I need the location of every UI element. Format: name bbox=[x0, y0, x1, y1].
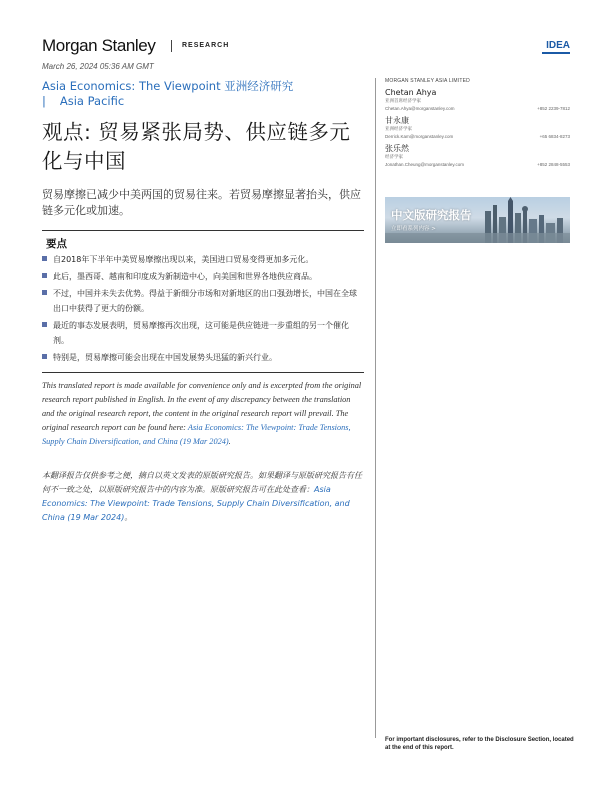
original-report-link[interactable]: Asia Economics: The Viewpoint: Trade Tensions, Supply Chain Diversification, and China (19 Mar 2024) bbox=[42, 423, 351, 446]
chinese-research-banner[interactable] bbox=[385, 197, 570, 243]
analyst-email[interactable]: Derrick.Kam@morganstanley.com bbox=[385, 134, 454, 139]
bullet-square-icon bbox=[42, 354, 47, 359]
series-title bbox=[42, 79, 342, 109]
key-point-text: 自2018年下半年中美贸易摩擦出现以来，美国进口贸易变得更加多元化。 bbox=[53, 255, 314, 264]
research-label: RESEARCH bbox=[182, 42, 230, 49]
key-point bbox=[42, 318, 364, 348]
key-points-bottom-rule bbox=[42, 372, 364, 373]
key-point-text: 此后，墨西哥、越南和印度成为新制造中心，向美国和世界各地供应商品。 bbox=[53, 272, 317, 281]
banner-title: 中文版研究报告 bbox=[391, 208, 472, 222]
bullet-square-icon bbox=[42, 322, 47, 327]
publish-date: March 26, 2024 05:36 AM GMT bbox=[42, 62, 154, 71]
bullet-square-icon bbox=[42, 290, 47, 295]
key-point-text: 最近的事态发展表明，贸易摩擦再次出现，这可能是供应链进一步重组的另一个催化剂。 bbox=[53, 321, 349, 345]
disclosure-note: For important disclosures, refer to the Disclosure Section, located at the end of this report. bbox=[385, 737, 574, 751]
english-disclaimer bbox=[42, 379, 362, 449]
region-label: Asia Pacific bbox=[59, 94, 125, 108]
analyst-phone: +852 2848-5553 bbox=[537, 162, 570, 167]
chinese-disclaimer bbox=[42, 469, 362, 525]
key-points-top-rule bbox=[42, 230, 364, 231]
analyst-contact bbox=[385, 105, 572, 113]
key-point-text: 特别是，贸易摩擦可能会出现在中国发展势头迅猛的新兴行业。 bbox=[53, 353, 277, 362]
key-point bbox=[42, 269, 364, 284]
english-disclaimer-end: . bbox=[228, 437, 231, 446]
analyst-role: 亚洲经济学家 bbox=[385, 127, 412, 132]
key-points-list bbox=[42, 252, 364, 367]
analyst-panel bbox=[385, 78, 572, 172]
english-disclaimer-text: This translated report is made available for convenience only and is excerpted from the original research report published in English. In the event of any discrepancy between the translation and the original research report, the content in the original research report will prevail. The original research report can be found here: bbox=[42, 381, 362, 432]
report-summary: 贸易摩擦已减少中美两国的贸易往来。若贸易摩擦显著抬头，供应链多元化或加速。 bbox=[42, 188, 361, 217]
analyst-name: Chetan Ahya bbox=[385, 88, 437, 97]
analyst-name: 甘永康 bbox=[385, 116, 409, 125]
key-points-heading: 要点 bbox=[46, 238, 67, 250]
report-title: 观点: 贸易紧张局势、供应链多元化与中国 bbox=[42, 120, 351, 173]
analyst-contact bbox=[385, 161, 572, 169]
idea-badge: IDEA bbox=[542, 40, 570, 54]
analyst-phone: +852 2239-7812 bbox=[537, 106, 570, 111]
analyst-role: 亚洲首席经济学家 bbox=[385, 99, 421, 104]
analyst-email[interactable]: Jonathan.Cheung@morganstanley.com bbox=[385, 162, 465, 167]
analyst-contact bbox=[385, 133, 572, 141]
analyst-entry bbox=[385, 144, 572, 169]
series-bar: | bbox=[42, 94, 46, 108]
header-divider bbox=[171, 40, 172, 52]
analyst-phone: +65 6834-8273 bbox=[539, 134, 570, 139]
original-report-link-zh[interactable]: Asia Economics: The Viewpoint: Trade Tensions, Supply Chain Diversification, and China (19 Mar 2024) bbox=[42, 485, 350, 522]
bullet-square-icon bbox=[42, 273, 47, 278]
morgan-stanley-logo: Morgan Stanley bbox=[42, 36, 156, 55]
chinese-disclaimer-end: 。 bbox=[124, 513, 133, 522]
bullet-square-icon bbox=[42, 256, 47, 261]
analyst-entry bbox=[385, 88, 572, 113]
chinese-disclaimer-text: 本翻译报告仅供参考之便，摘自以英文发表的原版研究报告。如果翻译与原版研究报告有任何不一致之处，以原版研究报告中的内容为准。原版研究报告可在此处查看： bbox=[42, 471, 362, 494]
key-point bbox=[42, 286, 364, 316]
key-point-text: 不过，中国并未失去优势。得益于新细分市场和对新地区的出口强劲增长，中国在全球出口中获得了更大的份额。 bbox=[53, 289, 357, 313]
firm-name: MORGAN STANLEY ASIA LIMITED bbox=[385, 78, 470, 84]
series-line-2 bbox=[42, 94, 342, 109]
banner-link[interactable]: 立即看系列内容 > bbox=[391, 226, 436, 232]
analyst-email[interactable]: Chetan.Ahya@morganstanley.com bbox=[385, 106, 455, 111]
analyst-role: 经济学家 bbox=[385, 155, 403, 160]
key-point bbox=[42, 350, 364, 365]
analyst-entry bbox=[385, 116, 572, 141]
key-point bbox=[42, 252, 364, 267]
series-line-1: Asia Economics: The Viewpoint 亚洲经济研究 bbox=[42, 79, 294, 93]
column-divider bbox=[375, 78, 376, 738]
analyst-name: 张乐然 bbox=[385, 144, 409, 153]
